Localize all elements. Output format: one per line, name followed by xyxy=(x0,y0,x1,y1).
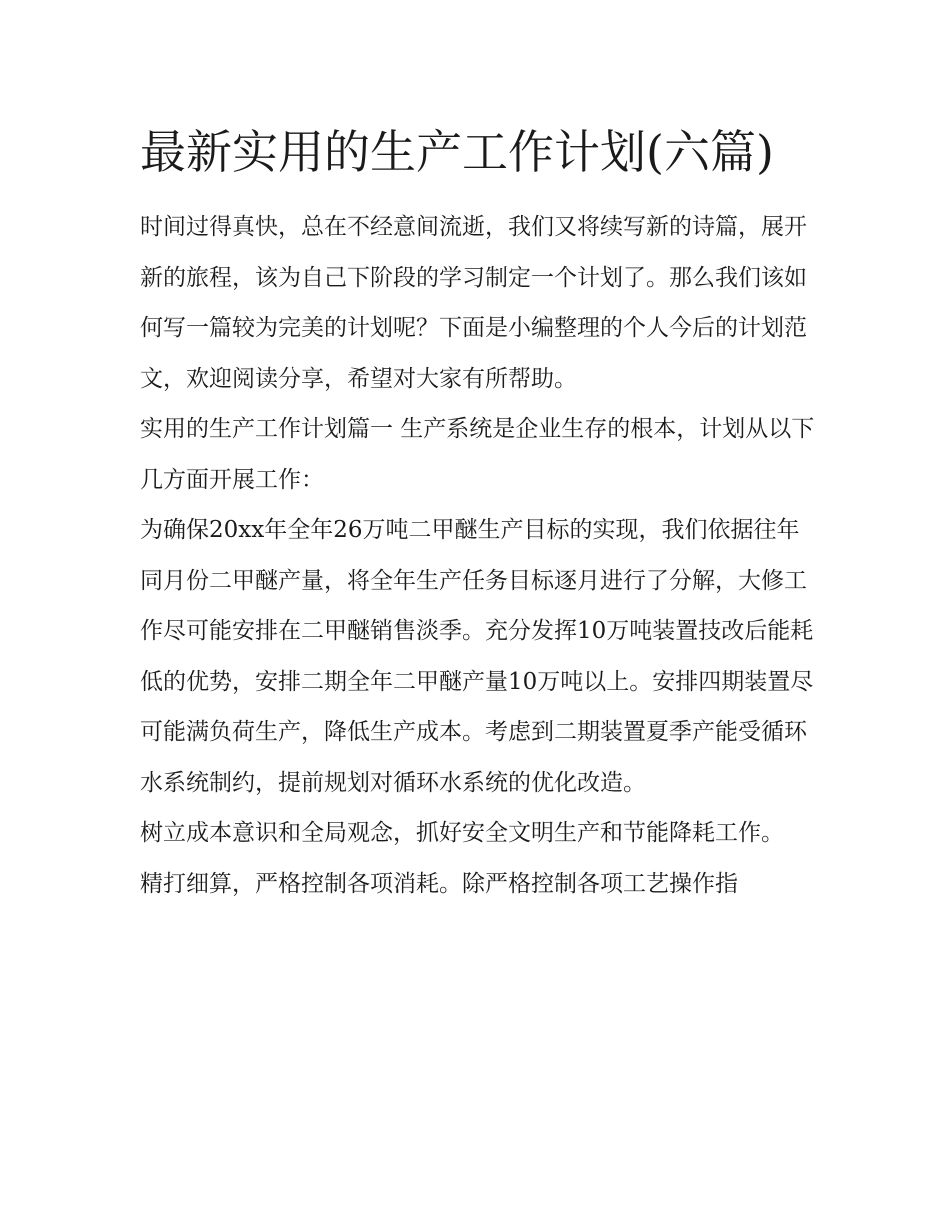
paragraph-plan-heading: 实用的生产工作计划篇一 生产系统是企业生存的根本，计划从以下几方面开展工作： xyxy=(140,416,815,493)
paragraph-intro: 时间过得真快，总在不经意间流逝，我们又将续写新的诗篇，展开新的旅程，该为自己下阶段的学习制定一个计划了。那么我们该如何写一篇较为完美的计划呢？下面是小编整理的个人今后的计划范文，欢迎阅读分享，希望对大家有所帮助。 xyxy=(140,214,807,392)
paragraph-cost-awareness: 树立成本意识和全局观念，抓好安全文明生产和节能降耗工作。 xyxy=(140,820,784,846)
paragraph-consumption-control: 精打细算，严格控制各项消耗。除严格控制各项工艺操作指 xyxy=(140,870,738,897)
document-title: 最新实用的生产工作计划(六篇) xyxy=(140,125,774,179)
paragraph-production-target: 为确保20xx年全年26万吨二甲醚生产目标的实现，我们依据往年同月份二甲醚产量，将全年生产任务目标逐月进行了分解，大修工作尽可能安排在二甲醚销售淡季。充分发挥10万吨装置技改后能耗低的优势，安排二期全年二甲醚产量10万吨以上。安排四期装置尽可能满负荷生产，降低生产成本。考虑到二期装置夏季产能受循环水系统制约，提前规划对循环水系统的优化改造。 xyxy=(140,517,814,796)
document-body xyxy=(140,112,815,909)
